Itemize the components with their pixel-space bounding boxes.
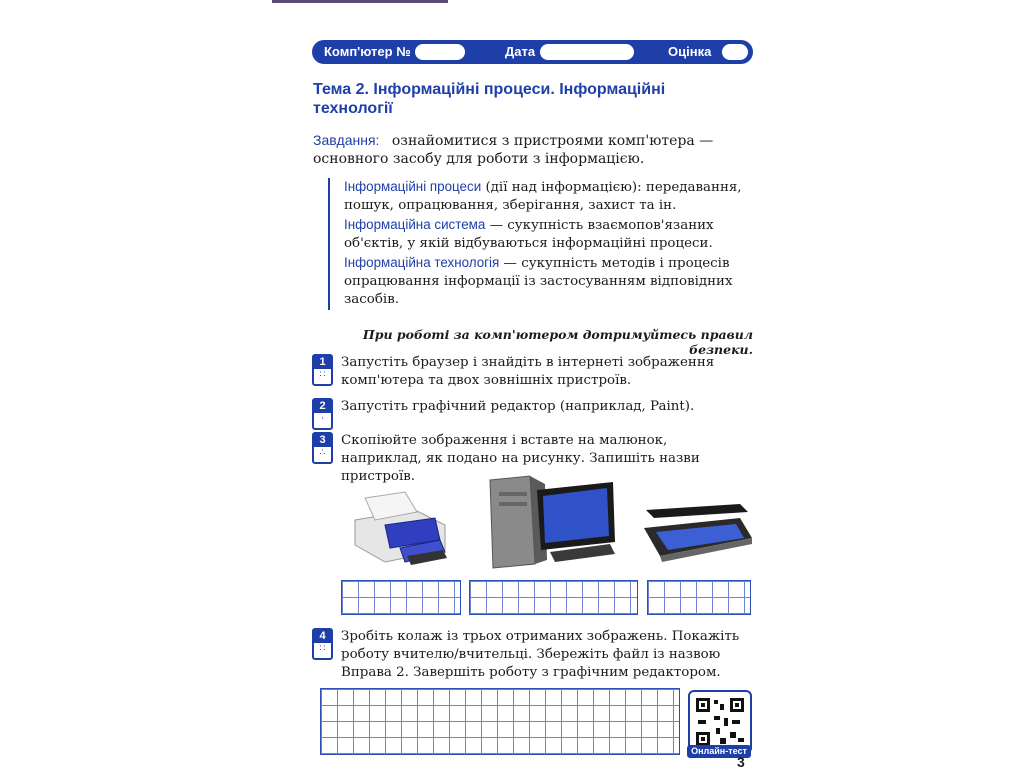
- computer-label: Комп'ютер №: [324, 44, 411, 59]
- task-text: ознайомитися з пристроями комп'ютера — основного засобу для роботи з інформацією.: [313, 133, 714, 167]
- step-badge: [312, 398, 333, 430]
- header-bar: [312, 40, 753, 64]
- grade-label: Оцінка: [668, 44, 712, 59]
- answer-grid-printer[interactable]: [341, 580, 461, 615]
- answer-grid-scanner[interactable]: [647, 580, 751, 615]
- step-1: [312, 354, 752, 390]
- step-badge: [312, 628, 333, 660]
- page-edge-line: [272, 0, 448, 3]
- answer-grid-computer[interactable]: [469, 580, 638, 615]
- definition-term: Інформаційні процеси: [344, 179, 482, 194]
- definition-text: (дії над інформацією): передавання, пошук, опрацювання, зберігання, захист та ін.: [344, 180, 742, 213]
- mouse-icon: ∷: [319, 644, 326, 654]
- mouse-icon: ∷: [319, 370, 326, 380]
- computer-number-field[interactable]: [415, 44, 465, 60]
- step-number: 1: [314, 356, 331, 369]
- page-number: 3: [737, 754, 745, 770]
- definition-term: Інформаційна технологія: [344, 255, 500, 270]
- definition-item: [344, 254, 766, 309]
- mouse-icon: ·: [321, 414, 324, 424]
- grade-field[interactable]: [722, 44, 748, 60]
- step-text: Запустіть браузер і знайдіть в інтернеті зображення комп'ютера та двох зовнішніх пристроїв.: [341, 355, 715, 388]
- definition-item: [344, 216, 766, 253]
- date-label: Дата: [505, 44, 536, 59]
- step-4: [312, 628, 752, 682]
- step-text: Зробіть колаж із трьох отриманих зображень. Покажіть роботу вчителю/вчительці. Збережіть файл із назвою Вправа 2. Завершіть роботу з графічним редактором.: [341, 629, 740, 680]
- step-text: Запустіть графічний редактор (наприклад, Paint).: [341, 399, 695, 414]
- task-block: [313, 131, 753, 168]
- printer-icon: [345, 490, 455, 570]
- definitions-block: [328, 178, 766, 310]
- definition-item: [344, 178, 766, 215]
- topic-title: Тема 2. Інформаційні процеси. Інформаційні технології: [313, 81, 666, 117]
- step-number: 4: [314, 630, 331, 643]
- definition-term: Інформаційна система: [344, 217, 486, 232]
- computer-icon: [485, 472, 620, 572]
- step-number: 3: [314, 434, 331, 447]
- online-test-label[interactable]: Онлайн-тест: [687, 745, 751, 758]
- scanner-icon: [640, 500, 755, 565]
- definition-text: — сукупність взаємопов'язаних об'єктів, у якій відбуваються інформаційні процеси.: [344, 218, 714, 251]
- step-2: [312, 398, 752, 424]
- definition-text: — сукупність методів і процесів опрацювання інформації із застосуванням відповідних засобів.: [344, 256, 733, 307]
- qr-code-icon: [692, 694, 748, 750]
- date-field[interactable]: [540, 44, 634, 60]
- step-badge: [312, 432, 333, 464]
- answer-grid-collage[interactable]: [320, 688, 680, 755]
- step-badge: [312, 354, 333, 386]
- task-key: Завдання:: [313, 132, 380, 148]
- step-text: Скопіюйте зображення і вставте на малюнок, наприклад, як подано на рисунку. Запишіть назви пристроїв.: [341, 433, 700, 484]
- safety-rule: При роботі за комп'ютером дотримуйтесь правил безпеки.: [362, 327, 753, 357]
- mouse-icon: ∴: [319, 448, 326, 458]
- step-number: 2: [314, 400, 331, 413]
